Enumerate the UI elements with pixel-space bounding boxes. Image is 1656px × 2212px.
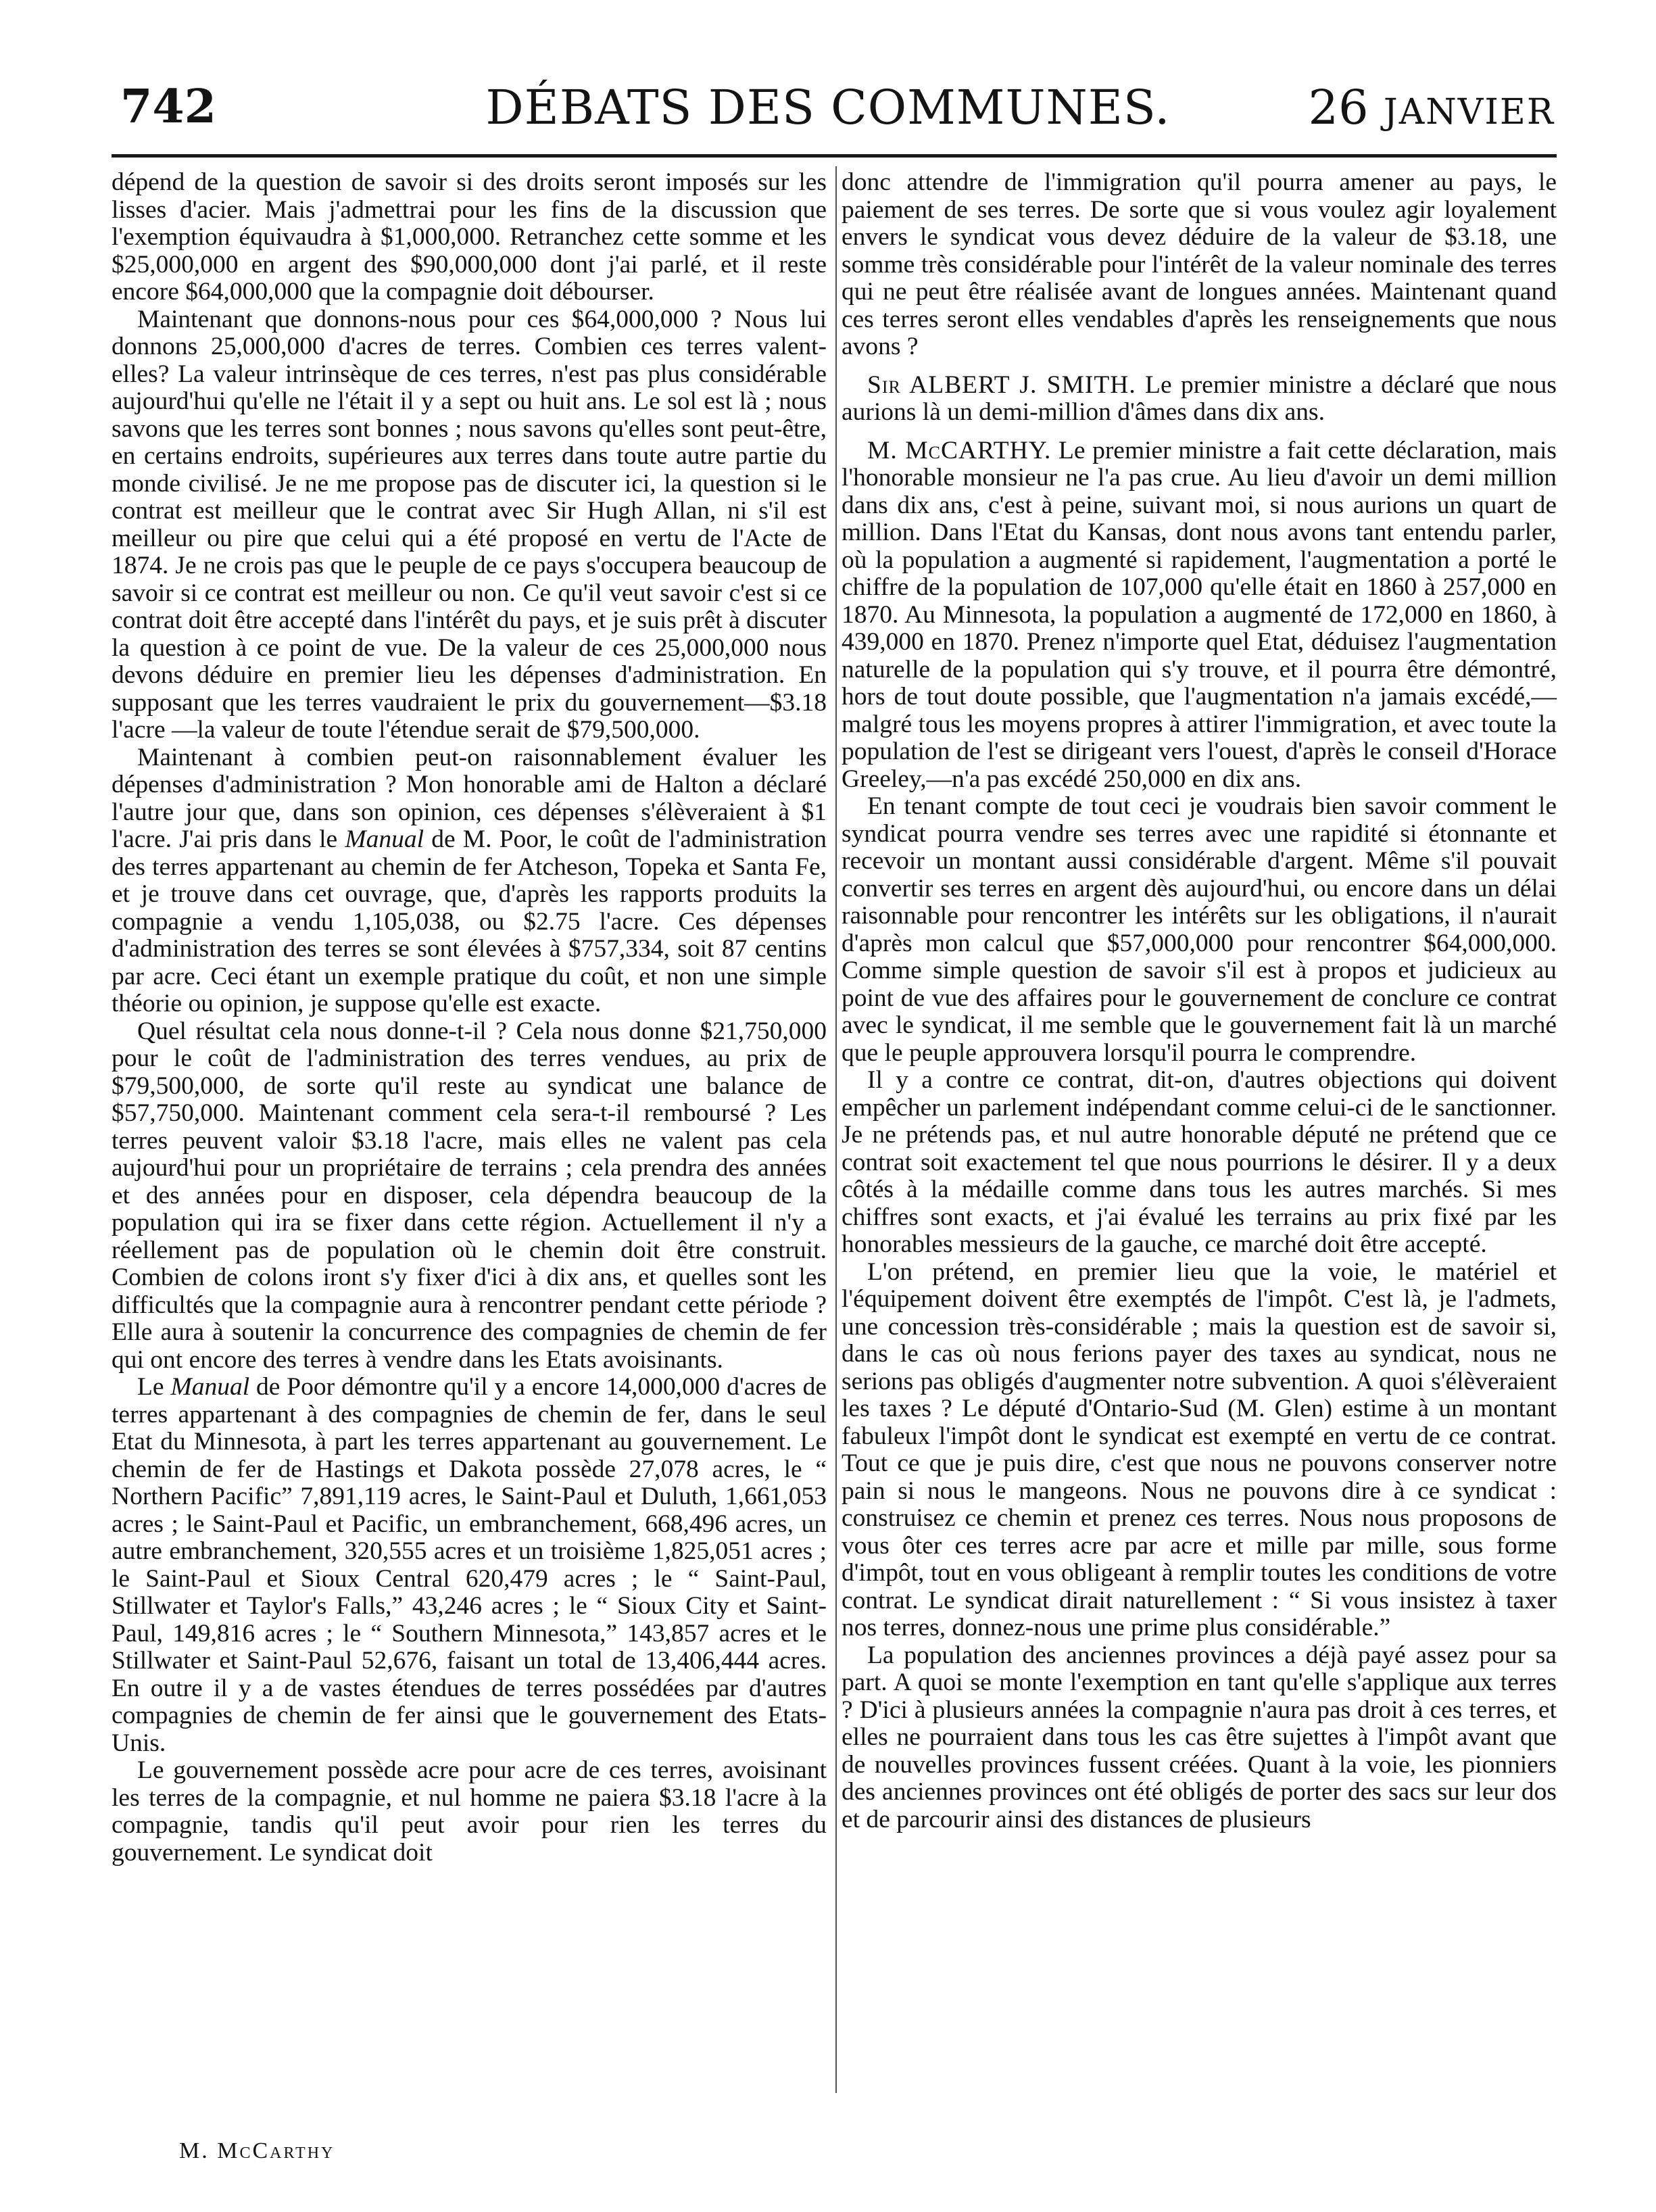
page-number: 742 xyxy=(120,80,216,134)
left-paragraph-6: Le gouvernement possède acre pour acre de ces terres, avoisinant les terres de la compagnie, et nul homme ne paiera $3.18 l'acre à la compagnie, tandis qu'il peut avoir pour rien les terres du gouvernement. Le syndicat doit xyxy=(112,1756,827,1867)
speaker-mccarthy: M. McCARTHY. xyxy=(867,436,1052,464)
manual-title-1: Manual xyxy=(345,825,424,853)
header-date-day: 26 xyxy=(1308,80,1369,135)
header-date-month: JANVIER xyxy=(1383,92,1555,133)
left-paragraph-3 xyxy=(112,744,827,1018)
smith-speech xyxy=(842,372,1557,427)
right-column xyxy=(842,169,1557,1833)
speaker-smith: Sir ALBERT J. SMITH. xyxy=(867,370,1136,399)
running-footer: M. McCarthy xyxy=(179,2138,335,2163)
mccarthy-speech-text: Le premier ministre a fait cette déclaration, mais l'honorable monsieur ne l'a pas crue. Au lieu d'avoir un demi million dans dix ans, c'est à peine, suivant moi, si nous aurions un quart de million. Dans l'Etat du Kansas, dont nous avons tant entendu parler, où la population a augmenté si rapidement, l'augmentation a porté le chiffre de la population de 107,000 qu'elle était en 1860 à 257,000 en 1870. Au Minnesota, la population a augmenté de 172,000 en 1860, à 439,000 en 1870. Prenez n'importe quel Etat, déduisez l'augmentation naturelle de la population qui s'y trouve, et il pourra être démontré, hors de tout doute possible, que l'augmentation n'a jamais excédé,—malgré tous les moyens propres à attirer l'immigration, et avec toute la population de l'est se dirigeant vers l'ouest, d'après le conseil d'Horace Greeley,—n'a pas excédé 250,000 en dix ans. xyxy=(842,436,1557,793)
left-p5-text-a: Le xyxy=(137,1373,171,1401)
page-header xyxy=(101,80,1555,147)
right-paragraph-7: La population des anciennes provinces a déjà payé assez pour sa part. A quoi se monte l'exemption en tant qu'elle s'applique aux terres ? D'ici à plusieurs années la compagnie n'aura pas droit à ces terres, et elles ne pourraient dans tous les cas être sujettes à l'impôt avant que de nouvelles provinces fussent créées. Quant à la voie, les pionniers des anciennes provinces ont été obligés de porter des sacs sur leur dos et de parcourir ainsi des distances de plusieurs xyxy=(842,1641,1557,1833)
left-column xyxy=(112,169,827,1867)
left-paragraph-1: dépend de la question de savoir si des droits seront imposés sur les lisses d'acier. Mais j'admettrai pour les fins de la discussion que l'exemption équivaudra à $1,000,000. Retranchez cette somme et les $25,000,000 en argent des $90,000,000 dont j'ai parlé, et il reste encore $64,000,000 que la compagnie doit débourser. xyxy=(112,168,827,306)
publication-title: DÉBATS DES COMMUNES. xyxy=(485,80,1171,135)
header-date xyxy=(1309,80,1555,135)
mccarthy-speech xyxy=(842,437,1557,794)
column-divider xyxy=(835,166,837,2093)
left-paragraph-2: Maintenant que donnons-nous pour ces $64,000,000 ? Nous lui donnons 25,000,000 d'acres de terres. Combien ces terres valent-elles? La valeur intrinsèque de ces terres, n'est pas plus considérable aujourd'hui qu'elle ne l'était il y a sept ou huit ans. Le sol est là ; nous savons que les terres sont bonnes ; nous savons qu'elles sont peut-être, en certains endroits, supérieures aux terres dans toute autre partie du monde civilisé. Je ne me propose pas de discuter ici, la question si le contrat est meilleur que le contrat avec Sir Hugh Allan, ni s'il est meilleur ou pire que celui qui a été proposé en vertu de l'Acte de 1874. Je ne crois pas que le peuple de ce pays s'occupera beaucoup de savoir si ce contrat est meilleur ou non. Ce qu'il veut savoir c'est si ce contrat doit être accepté dans l'intérêt du pays, et je suis prêt à discuter la question à ce point de vue. De la valeur de ces 25,000,000 nous devons déduire en premier lieu les dépenses d'administration. En supposant que les terres vaudraient le prix du gouvernement—$3.18 l'acre —la valeur de toute l'étendue serait de $79,500,000. xyxy=(112,305,827,744)
right-paragraph-4: En tenant compte de tout ceci je voudrais bien savoir comment le syndicat pourra vendre ses terres avec une rapidité si étonnante et recevoir un montant aussi considérable d'argent. Même s'il pouvait convertir ses terres en argent dès aujourd'hui, ou encore dans un délai raisonnable pour rencontrer les intérêts sur les obligations, il n'aurait d'après mon calcul que $57,000,000 pour rencontrer $64,000,000. Comme simple question de savoir s'il est à propos et judicieux au point de vue des affaires pour le gouvernement de conclure ce contrat avec le syndicat, il me semble que le gouvernement fait là un marché que le peuple approuvera lorsqu'il pourra le comprendre. xyxy=(842,792,1557,1067)
left-paragraph-4: Quel résultat cela nous donne-t-il ? Cela nous donne $21,750,000 pour le coût de l'administration des terres vendues, au prix de $79,500,000, de sorte qu'il reste au syndicat une balance de $57,750,000. Maintenant comment cela sera-t-il remboursé ? Les terres peuvent valoir $3.18 l'acre, mais elles ne valent pas cela aujourd'hui pour un propriétaire de terrains ; cela prendra des années et des années pour en disposer, cela dépendra beaucoup de la population qui ira se fixer dans cette région. Actuellement il n'y a réellement pas de population où le chemin doit être construit. Combien de colons iront s'y fixer d'ici à dix ans, et quelles sont les difficultés que la compagnie aura à rencontrer pendant cette période ? Elle aura à soutenir la concurrence des compagnies de chemin de fer qui ont encore des terres à vendre dans les Etats avoisinants. xyxy=(112,1017,827,1374)
right-paragraph-5: Il y a contre ce contrat, dit-on, d'autres objections qui doivent empêcher un parlement indépendant comme celui-ci de le sanctionner. Je ne prétends pas, et nul autre honorable député ne prétend que ce contrat soit exactement tel que nous pourrions le désirer. Il y a deux côtés à la médaille comme dans tous les autres marchés. Si mes chiffres sont exacts, et j'ai évalué les terrains au prix fixé par les honorables messieurs de la gauche, ce marché doit être accepté. xyxy=(842,1066,1557,1258)
header-rule xyxy=(112,154,1557,158)
left-p3-text-b: de M. Poor, le coût de l'administration des terres appartenant au chemin de fer Atcheson, Topeka et Santa Fe, et je trouve dans cet ouvrage, que, d'après les rapports produits la compagnie a vendu 1,105,038, ou $2.75 l'acre. Ces dépenses d'administration des terres se sont élevées à $757,334, soit 87 centins par acre. Ceci étant un exemple pratique du coût, et non une simple théorie ou opinion, je suppose qu'elle est exacte. xyxy=(112,825,827,1017)
smith-speech-text: Le premier ministre a déclaré que nous aurions là un demi-million d'âmes dans dix ans. xyxy=(842,370,1557,426)
left-p3-text-a: Maintenant à combien peut-on raisonnablement évaluer les dépenses d'administration ? Mon honorable ami de Halton a déclaré l'autre jour que, dans son opinion, ces dépenses s'élèveraient à $1 l'acre. J'ai pris dans le xyxy=(112,743,827,853)
left-paragraph-5 xyxy=(112,1374,827,1757)
right-paragraph-6: L'on prétend, en premier lieu que la voie, le matériel et l'équipement doivent être exemptés de l'impôt. C'est là, je l'admets, une concession très-considérable ; mais la question est de savoir si, dans le cas où nous ferions payer des taxes au syndicat, nous ne serions pas obligés d'augmenter notre subvention. A quoi s'élèveraient les taxes ? Le député d'Ontario-Sud (M. Glen) estime à un montant fabuleux l'impôt dont le syndicat est exempté en vertu de ce contrat. Tout ce que je puis dire, c'est que nous ne pouvons conserver notre pain si nous le mangeons. Nous ne pouvons dire à ce syndicat : construisez ce chemin et prenez ces terres. Nous nous proposons de vous ôter ces terres acre par acre et mille par mille, sous forme d'impôt, tout en vous obligeant à remplir toutes les conditions de votre contrat. Le syndicat dirait naturellement : “ Si vous insistez à taxer nos terres, donnez-nous une prime plus considérable.” xyxy=(842,1257,1557,1641)
left-p5-text-b: de Poor démontre qu'il y a encore 14,000,000 d'acres de terres appartenant à des compagnies de chemin de fer, dans le seul Etat du Minnesota, à part les terres appartenant au gouvernement. Le chemin de fer de Hastings et Dakota possède 27,078 acres, le “ Northern Pacific” 7,891,119 acres, le Saint-Paul et Duluth, 1,661,053 acres ; le Saint-Paul et Pacific, un embranchement, 668,496 acres, un autre embranchement, 320,555 acres et un troisième 1,825,051 acres ; le Saint-Paul et Sioux Central 620,479 acres ; le “ Saint-Paul, Stillwater et Taylor's Falls,” 43,246 acres ; le “ Sioux City et Saint-Paul, 149,816 acres ; le “ Southern Minnesota,” 143,857 acres et le Stillwater et Saint-Paul 52,676, faisant un total de 13,406,444 acres. En outre il y a de vastes étendues de terres possédées par d'autres compagnies de chemin de fer ainsi que le gouvernement des Etats-Unis. xyxy=(112,1373,827,1757)
right-paragraph-1: donc attendre de l'immigration qu'il pourra amener au pays, le paiement de ses terres. De sorte que si vous voulez agir loyalement envers le syndicat vous devez déduire de la valeur de $3.18, une somme très considérable pour l'intérêt de la valeur nominale des terres qui ne peut être réalisée avant de longues années. Maintenant quand ces terres seront elles vendables d'après les renseignements que nous avons ? xyxy=(842,168,1557,360)
manual-title-2: Manual xyxy=(170,1373,250,1401)
